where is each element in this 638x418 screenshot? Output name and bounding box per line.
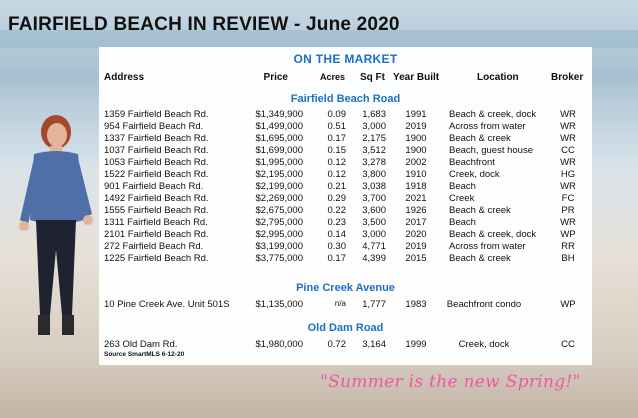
cell-location: Beach & creek [449,133,511,144]
table-row [99,157,592,169]
cell-location: Creek, dock [458,339,510,350]
cell-address: 1492 Fairfield Beach Rd. [104,193,209,204]
cell-year-built: 1926 [405,205,427,216]
table-row [99,133,592,145]
cell-location: Creek [449,193,475,204]
cell-price: $1,695,000 [255,133,303,144]
header-price: Price [263,72,288,83]
cell-year-built: 2019 [405,241,427,252]
cell-broker: WR [560,181,576,192]
cell-price: $1,995,000 [255,157,303,168]
cell-sqft: 3,700 [362,193,386,204]
cell-acres: 0.72 [327,339,346,350]
cell-price: $2,995,000 [255,229,303,240]
cell-price: $2,795,000 [255,217,303,228]
table-row [99,181,592,193]
cell-location: Beach & creek [449,253,511,264]
cell-location: Beach [449,181,476,192]
cell-broker: CC [561,339,575,350]
header-location: Location [477,72,519,83]
cell-price: $3,775,000 [255,253,303,264]
header-address: Address [104,72,145,83]
cell-acres: 0.12 [327,169,346,180]
cell-sqft: 3,600 [362,205,386,216]
cell-year-built: 2015 [405,253,427,264]
cell-address: 1555 Fairfield Beach Rd. [104,205,209,216]
cell-address: 1359 Fairfield Beach Rd. [104,109,209,120]
cell-location: Across from water [449,241,526,252]
cell-price: $1,980,000 [255,339,303,350]
table-row [99,299,592,311]
table-row [99,217,592,229]
cell-price: $1,349,900 [255,109,303,120]
cell-acres: 0.29 [327,193,346,204]
cell-sqft: 4,771 [362,241,386,252]
cell-acres: 0.30 [327,241,346,252]
table-row [99,193,592,205]
cell-year-built: 2021 [405,193,427,204]
slogan-text: "Summer is the new Spring!" [320,372,581,392]
cell-year-built: 1983 [405,299,427,310]
cell-acres: 0.12 [327,157,346,168]
section-title-fairfield-beach-road: Fairfield Beach Road [290,93,401,105]
cell-broker: PR [561,205,575,216]
cell-broker: WR [560,121,576,132]
cell-year-built: 1991 [405,109,427,120]
table-row [99,339,592,351]
cell-address: 263 Old Dam Rd. [104,339,178,350]
section-title-pine-creek-avenue: Pine Creek Avenue [296,282,395,294]
cell-address: 1337 Fairfield Beach Rd. [104,133,209,144]
cell-sqft: 3,038 [362,181,386,192]
cell-address: 2101 Fairfield Beach Rd. [104,229,209,240]
cell-broker: WR [560,217,576,228]
section-title-old-dam-road: Old Dam Road [307,322,384,334]
cell-year-built: 1910 [405,169,427,180]
table-row [99,169,592,181]
cell-sqft: 3,500 [362,217,386,228]
cell-sqft: 3,512 [362,145,386,156]
cell-sqft: 2,175 [362,133,386,144]
cell-acres: 0.09 [327,109,346,120]
cell-price: $2,269,000 [255,193,303,204]
cell-year-built: 1999 [405,339,427,350]
listings-panel [99,47,592,365]
cell-year-built: 2002 [405,157,427,168]
cell-year-built: 1918 [405,181,427,192]
cell-address: 10 Pine Creek Ave. Unit 501S [104,299,230,310]
cell-acres: 0.14 [327,229,346,240]
cell-address: 954 Fairfield Beach Rd. [104,121,204,132]
cell-acres: 0.23 [327,217,346,228]
cell-address: 1037 Fairfield Beach Rd. [104,145,209,156]
header-acres: Acres [319,72,345,82]
table-row [99,205,592,217]
cell-acres: n/a [334,299,346,308]
agent-photo [6,110,106,360]
cell-acres: 0.51 [327,121,346,132]
cell-year-built: 1900 [405,133,427,144]
cell-price: $1,499,000 [255,121,303,132]
cell-year-built: 2019 [405,121,427,132]
page-title: FAIRFIELD BEACH IN REVIEW - June 2020 [8,14,400,35]
header-year-built: Year Built [393,72,440,83]
source-note: Source SmartMLS 6-12-20 [104,351,185,358]
cell-address: 1053 Fairfield Beach Rd. [104,157,209,168]
cell-location: Beachfront [449,157,495,168]
cell-sqft: 3,278 [362,157,386,168]
header-sqft: Sq Ft [360,72,385,83]
cell-address: 1225 Fairfield Beach Rd. [104,253,209,264]
cell-broker: WR [560,133,576,144]
cell-location: Beach & creek, dock [449,229,537,240]
cell-price: $2,675,000 [255,205,303,216]
table-row [99,121,592,133]
cell-year-built: 2017 [405,217,427,228]
table-row [99,253,592,265]
cell-acres: 0.17 [327,253,346,264]
table-row [99,229,592,241]
cell-location: Across from water [449,121,526,132]
cell-sqft: 3,000 [362,121,386,132]
cell-address: 272 Fairfield Beach Rd. [104,241,204,252]
table-row [99,241,592,253]
cell-location: Beach & creek [449,205,511,216]
header-broker: Broker [551,72,584,83]
cell-broker: WP [560,229,576,240]
cell-acres: 0.17 [327,133,346,144]
cell-address: 1311 Fairfield Beach Rd. [104,217,208,228]
cell-broker: FC [561,193,575,204]
cell-broker: WR [560,109,576,120]
cell-price: $2,195,000 [255,169,303,180]
cell-sqft: 3,164 [362,339,386,350]
cell-location: Creek, dock [449,169,500,180]
cell-location: Beachfront condo [446,299,522,310]
cell-broker: BH [561,253,575,264]
cell-acres: 0.22 [327,205,346,216]
cell-acres: 0.15 [327,145,346,156]
panel-title: ON THE MARKET [293,52,398,66]
cell-location: Beach & creek, dock [449,109,537,120]
cell-sqft: 1,777 [362,299,386,310]
cell-address: 901 Fairfield Beach Rd. [104,181,204,192]
cell-broker: CC [561,145,575,156]
cell-sqft: 3,800 [362,169,386,180]
cell-year-built: 1900 [405,145,427,156]
cell-location: Beach [449,217,476,228]
cell-address: 1522 Fairfield Beach Rd. [104,169,209,180]
cell-price: $1,699,000 [255,145,303,156]
cell-price: $3,199,000 [255,241,303,252]
cell-broker: HG [560,169,576,180]
cell-broker: WR [560,157,576,168]
cell-sqft: 3,000 [362,229,386,240]
cell-acres: 0.21 [327,181,346,192]
cell-location: Beach, guest house [449,145,533,156]
cell-broker: RR [561,241,575,252]
cell-year-built: 2020 [405,229,427,240]
table-row [99,109,592,121]
cell-price: $1,135,000 [255,299,303,310]
cell-sqft: 4,399 [362,253,386,264]
cell-price: $2,199,000 [255,181,303,192]
cell-broker: WP [560,299,576,310]
cell-sqft: 1,683 [362,109,386,120]
table-row [99,145,592,157]
